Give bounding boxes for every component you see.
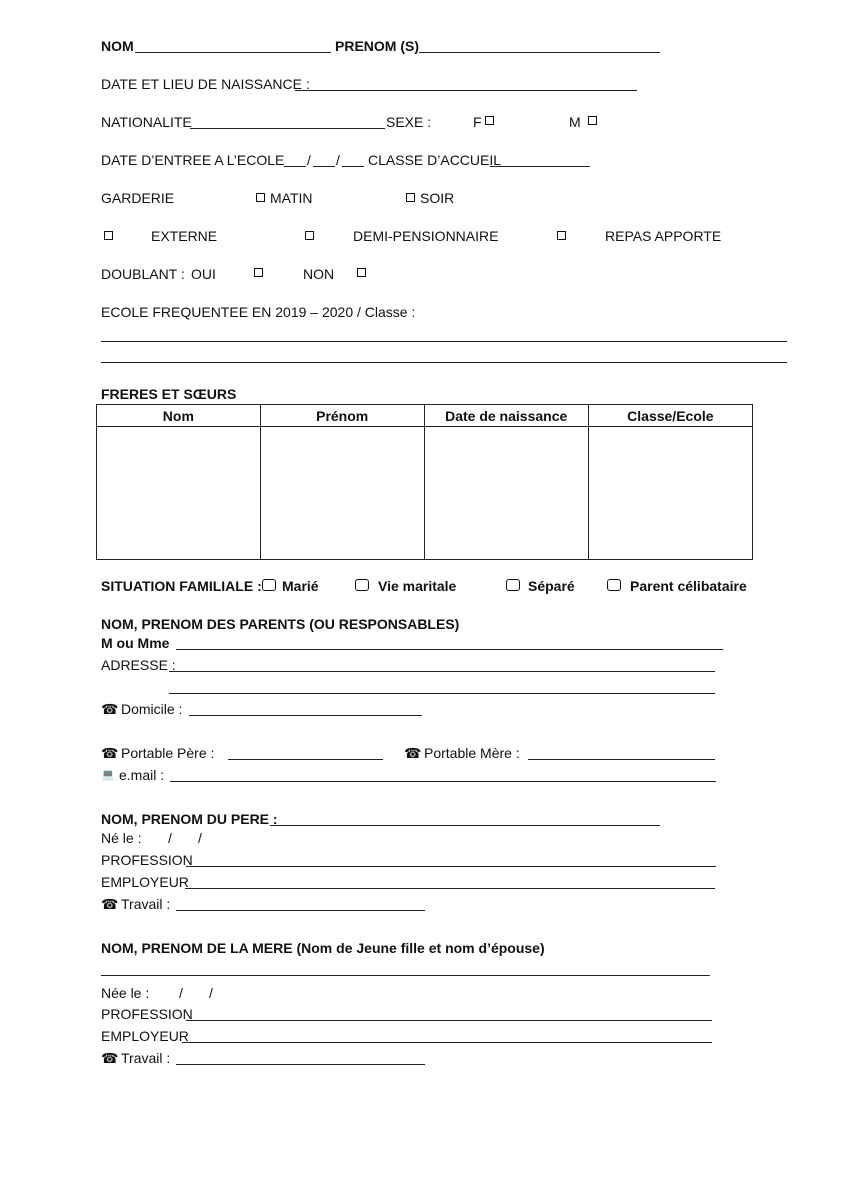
demi-pensionnaire-checkbox[interactable] [305, 231, 314, 240]
garderie-matin-label: MATIN [270, 190, 313, 206]
nationalite-field[interactable] [190, 128, 385, 129]
col-nom: Nom [97, 405, 261, 427]
parent-celibataire-label: Parent célibataire [630, 578, 747, 594]
pere-profession-field[interactable] [186, 866, 716, 867]
email-label: e.mail : [119, 767, 165, 783]
sexe-m-label: M [569, 114, 581, 130]
mere-title: NOM, PRENOM DE LA MERE (Nom de Jeune fille et nom d’épouse) [101, 940, 545, 956]
portable-mere-label: Portable Mère : [424, 745, 520, 761]
phone-icon: ☎ [101, 1050, 119, 1066]
separe-checkbox[interactable] [506, 579, 520, 591]
cell-nom[interactable] [97, 427, 261, 560]
pere-employeur-label: EMPLOYEUR [101, 874, 189, 890]
col-prenom: Prénom [260, 405, 424, 427]
externe-label: EXTERNE [151, 228, 218, 244]
mere-profession-field[interactable] [186, 1020, 712, 1021]
ecole-frequentee-line-1[interactable] [101, 341, 787, 342]
mere-name-field[interactable] [101, 975, 710, 976]
pere-travail-field[interactable] [176, 910, 425, 911]
externe-checkbox[interactable] [104, 231, 113, 240]
mere-nee-le-slash-1: / [179, 985, 183, 1001]
adresse-label: ADRESSE : [101, 657, 176, 673]
pere-ne-le-slash-1: / [168, 830, 172, 846]
date-entree-slash-2: / [336, 152, 340, 168]
m-mme-label: M ou Mme [101, 635, 170, 651]
classe-accueil-field[interactable] [490, 166, 590, 167]
mere-employeur-field[interactable] [182, 1042, 712, 1043]
sexe-label: SEXE : [386, 114, 432, 130]
sexe-f-checkbox[interactable] [485, 116, 494, 125]
m-mme-field[interactable] [176, 649, 723, 650]
doublant-oui-checkbox[interactable] [254, 268, 263, 277]
mere-travail-field[interactable] [176, 1064, 425, 1065]
freres-soeurs-table [96, 404, 753, 560]
mere-nee-le-slash-2: / [209, 985, 213, 1001]
computer-icon: 💻 [101, 769, 115, 781]
doublant-oui-label: OUI [191, 266, 216, 282]
prenom-label: PRENOM (S) [335, 38, 419, 54]
garderie-soir-checkbox[interactable] [406, 193, 415, 202]
col-classe-ecole: Classe/Ecole [588, 405, 752, 427]
pere-profession-label: PROFESSION [101, 852, 193, 868]
phone-icon: ☎ [101, 896, 119, 912]
vie-maritale-checkbox[interactable] [355, 579, 369, 591]
portable-pere-label: Portable Père : [121, 745, 215, 761]
phone-icon: ☎ [101, 745, 119, 761]
doublant-label: DOUBLANT : [101, 266, 185, 282]
date-entree-year[interactable] [342, 166, 364, 167]
nom-field[interactable] [135, 52, 331, 53]
portable-mere-field[interactable] [528, 759, 715, 760]
phone-icon: ☎ [404, 745, 422, 761]
date-lieu-field[interactable] [295, 90, 637, 91]
repas-apporte-label: REPAS APPORTE [605, 228, 722, 244]
parents-title: NOM, PRENOM DES PARENTS (OU RESPONSABLES) [101, 616, 460, 632]
sexe-f-label: F [473, 114, 482, 130]
ecole-frequentee-line-2[interactable] [101, 362, 787, 363]
email-field[interactable] [170, 781, 716, 782]
classe-accueil-label: CLASSE D’ACCUEIL [368, 152, 502, 168]
pere-name-field[interactable] [270, 825, 660, 826]
cell-classe-ecole[interactable] [588, 427, 752, 560]
date-entree-day[interactable] [284, 166, 306, 167]
pere-ne-le-slash-2: / [198, 830, 202, 846]
domicile-label: Domicile : [121, 701, 183, 717]
garderie-soir-label: SOIR [420, 190, 455, 206]
date-entree-label: DATE D’ENTREE A L’ECOLE [101, 152, 285, 168]
cell-date-naissance[interactable] [424, 427, 588, 560]
ecole-frequentee-label: ECOLE FREQUENTEE EN 2019 – 2020 / Classe : [101, 304, 416, 320]
col-date-naissance: Date de naissance [424, 405, 588, 427]
pere-employeur-field[interactable] [185, 888, 715, 889]
mere-travail-label: Travail : [121, 1050, 171, 1066]
separe-label: Séparé [528, 578, 575, 594]
freres-soeurs-title: FRERES ET SŒURS [101, 386, 237, 402]
marie-checkbox[interactable] [262, 579, 276, 591]
portable-pere-field[interactable] [228, 759, 383, 760]
demi-pensionnaire-label: DEMI-PENSIONNAIRE [353, 228, 499, 244]
prenom-field[interactable] [419, 52, 660, 53]
sexe-m-checkbox[interactable] [588, 116, 597, 125]
garderie-matin-checkbox[interactable] [256, 193, 265, 202]
pere-title: NOM, PRENOM DU PERE : [101, 811, 278, 827]
situation-familiale-label: SITUATION FAMILIALE : [101, 578, 262, 594]
pere-ne-le-label: Né le : [101, 830, 142, 846]
mere-employeur-label: EMPLOYEUR [101, 1028, 189, 1044]
parent-celibataire-checkbox[interactable] [607, 579, 621, 591]
date-entree-slash-1: / [307, 152, 311, 168]
mere-nee-le-label: Née le : [101, 985, 150, 1001]
repas-apporte-checkbox[interactable] [557, 231, 566, 240]
doublant-non-checkbox[interactable] [357, 268, 366, 277]
nom-label: NOM [101, 38, 134, 54]
nationalite-label: NATIONALITE [101, 114, 192, 130]
garderie-label: GARDERIE [101, 190, 175, 206]
cell-prenom[interactable] [260, 427, 424, 560]
adresse-line-2[interactable] [169, 693, 715, 694]
doublant-non-label: NON [303, 266, 335, 282]
mere-profession-label: PROFESSION [101, 1006, 193, 1022]
adresse-line-1[interactable] [169, 671, 715, 672]
phone-icon: ☎ [101, 701, 119, 717]
domicile-field[interactable] [189, 715, 422, 716]
marie-label: Marié [282, 578, 319, 594]
vie-maritale-label: Vie maritale [378, 578, 457, 594]
date-entree-month[interactable] [313, 166, 335, 167]
pere-travail-label: Travail : [121, 896, 171, 912]
date-lieu-label: DATE ET LIEU DE NAISSANCE : [101, 76, 310, 92]
